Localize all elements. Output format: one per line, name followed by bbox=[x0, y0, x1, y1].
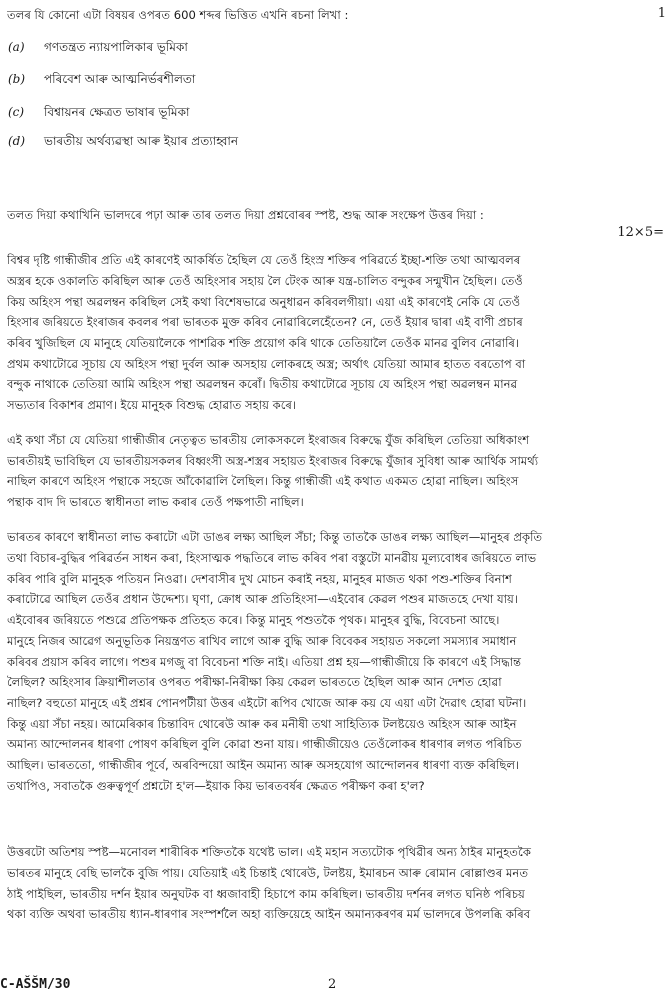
option-text: ভাৰতীয় অৰ্থব্যৱস্থা আৰু ইয়াৰ প্ৰত্যাহ্বান bbox=[44, 134, 239, 148]
marks-label: 12×5= bbox=[617, 225, 664, 240]
para1-line: হিংসাৰ জৰিয়তে ইংৰাজৰ কবলৰ পৰা ভাৰতক মুক্ত কৰিব নোৱাৰিলেহেঁতেন? নে, তেওঁ ইয়াৰ দ্বাৰা এই বাণী প্ৰচাৰ bbox=[7, 315, 523, 329]
para4-line: থকা ব্যক্তি অথবা ভাৰতীয় ধ্যান-ধাৰণাৰ সংস্পৰ্শলৈ অহা ব্যক্তিয়েহে আইন অমান্যকৰণৰ মৰ্ম ভালদৰে উপলব্ধি কৰিব bbox=[7, 907, 531, 921]
option-d bbox=[8, 133, 238, 153]
para3-line: কিন্তু এয়া সঁচা নহয়। আমেৰিকাৰ চিন্তাবিদ থোৰেউ আৰু কৰ মনীষী তথা সাহিত্যিক টলষ্টয়েও অহিংস আৰু আইন bbox=[7, 717, 517, 731]
option-a bbox=[8, 39, 188, 59]
para3-line: কৰিব পাৰি বুলি মানুহক পতিয়ন নিওৱা। দেশবাসীৰ দুখ মোচন কৰাই নহয়, মানুহৰ মাজত থকা পশু-শক্তিৰ বিনাশ bbox=[7, 572, 512, 586]
para3-line: ভাৰতৰ কাৰণে স্বাধীনতা লাভ কৰাটো এটা ডাঙৰ লক্ষ্য আছিল সঁচা; কিন্তু তাতকৈ ডাঙৰ লক্ষ্য আছিল—মানুহৰ প্ৰকৃতি bbox=[7, 530, 543, 544]
para4-line: উত্তৰটো অতিশয় স্পষ্ট—মনোবল শাৰীৰিক শক্তিতকৈ যথেষ্ট ভাল। এই মহান সত্যটোক পৃথিৱীৰ অন্য ঠাইৰ মানুহতকৈ bbox=[7, 845, 531, 859]
para4-line: ঠাই পাইছিল, ভাৰতীয় দৰ্শন ইয়াৰ অনুঘটক বা ধ্বজাবাহী হিচাপে কাম কৰিছিল। ভাৰতীয় দৰ্শনৰ লগত ঘনিষ্ঠ পৰিচয় bbox=[7, 887, 525, 901]
para1-line: প্ৰথম কথাটোৱে সূচায় যে অহিংস পন্থা দুৰ্বল আৰু অসহায় লোকৰহে অস্ত্ৰ; অৰ্থাৎ যেতিয়া আমাৰ হাতত বৰতোপ বা bbox=[7, 357, 526, 371]
para3-line: আছিল। ভাৰততো, গান্ধীজীৰ পূৰ্বে, অৰবিন্দয়ো আইন অমান্য আৰু অসহযোগ আন্দোলনৰ ধাৰণা ব্যক্ত কৰিছিল। bbox=[7, 758, 520, 772]
para3-line: মানুহে নিজৰ আৱেগ অনুভূতিক নিয়ন্ত্ৰণত ৰাখিব লাগে আৰু বুদ্ধি আৰু বিবেকৰ সহায়ত সকলো সমস্যাৰ সমাধান bbox=[7, 634, 517, 648]
option-label: (b) bbox=[8, 72, 26, 86]
para2-line: নাছিল কাৰণে অহিংস পন্থাকে সহজে আঁকোৱালি লৈছিল। কিন্তু গান্ধীজী এই কথাত একমত হোৱা নাছিল। অহিংস bbox=[7, 474, 519, 488]
option-text: গণতন্ত্ৰত ন্যায়পালিকাৰ ভূমিকা bbox=[44, 40, 188, 54]
para1-line: সভ্যতাৰ বিকাশৰ প্ৰমাণ। ইয়ে মানুহক বিশুদ্ধ হোৱাত সহায় কৰে। bbox=[7, 398, 297, 412]
option-text: বিশ্বায়নৰ ক্ষেত্ৰত ভাষাৰ ভূমিকা bbox=[44, 105, 190, 119]
para1-line: কিয় অহিংস পন্থা অৱলম্বন কৰিছিল সেই কথা বিশেষভাৱে অনুধাৱন কৰিবলগীয়া। এয়া এই কাৰণেই নেকি যে তেওঁ bbox=[7, 295, 521, 309]
comprehension-instruction: তলত দিয়া কথাখিনি ভালদৰে পঢ়া আৰু তাৰ তলত দিয়া প্ৰশ্নবোৰৰ স্পষ্ট, শুদ্ধ আৰু সংক্ষেপ উত্তৰ দিয়া : bbox=[7, 208, 484, 222]
page-number: 2 bbox=[328, 977, 337, 992]
para3-line: কৰাটোৱে আছিল তেওঁৰ প্ৰধান উদ্দেশ্য। ঘৃণা, ক্ৰোধ আৰু প্ৰতিহিংসা—এইবোৰ কেৱল পশুৰ মাজতহে দেখা যায়। bbox=[7, 592, 519, 606]
option-b bbox=[8, 71, 195, 91]
para2-line: ভাৰতীয়ই ভাবিছিল যে ভাৰতীয়সকলৰ বিধ্বংসী অস্ত্ৰ-শস্ত্ৰৰ সহায়ত ইংৰাজৰ বিৰুদ্ধে যুঁজাৰ সুবিধা আৰু আৰ্থিক সামৰ্থ্য bbox=[7, 454, 539, 468]
para3-line: কৰিবৰ প্ৰয়াস কৰিব লাগে। পশুৰ মগজু বা বিবেচনা শক্তি নাই। এতিয়া প্ৰশ্ন হয়—গান্ধীজীয়ে কি কাৰণে এই সিদ্ধান্ত bbox=[7, 655, 522, 669]
option-label: (d) bbox=[8, 134, 26, 148]
para1-line: বিশ্বৰ দৃষ্টি গান্ধীজীৰ প্ৰতি এই কাৰণেই আকৰ্ষিত হৈছিল যে তেওঁ হিংস্ৰ শক্তিৰ পৰিৱৰ্তে ইচ্ছা-শক্তি তথা আত্মবলৰ bbox=[7, 253, 521, 267]
top-page-number: 1 bbox=[657, 6, 666, 21]
option-label: (c) bbox=[8, 105, 25, 119]
para2-line: এই কথা সঁচা যে যেতিয়া গান্ধীজীৰ নেতৃত্বত ভাৰতীয় লোকসকলে ইংৰাজৰ বিৰুদ্ধে যুঁজ কৰিছিল তেতিয়া অধিকাংশ bbox=[7, 433, 530, 447]
option-text: পৰিবেশ আৰু আত্মনিৰ্ভৰশীলতা bbox=[44, 72, 196, 86]
option-c bbox=[8, 104, 189, 124]
para3-line: অমান্য আন্দোলনৰ ধাৰণা পোষণ কৰিছিল বুলি কোৱা শুনা যায়। গান্ধীজীয়েও তেওঁলোকৰ ধাৰণাৰ লগত পৰিচিত bbox=[7, 737, 522, 751]
para1-line: বন্দুক নাথাকে তেতিয়া আমি অহিংস পন্থা অৱলম্বন কৰোঁ। দ্বিতীয় কথাটোৱে সূচায় যে অহিংস পন্থা অৱলম্বন মানৱ bbox=[7, 377, 518, 391]
option-label: (a) bbox=[8, 40, 25, 54]
para3-line: লৈছিল? অহিংসাৰ ক্ৰিয়াশীলতাৰ ওপৰত পৰীক্ষা-নিৰীক্ষা কিয় কেৱল ভাৰততে হৈছিল আৰু আন দেশত হোৱা bbox=[7, 675, 502, 689]
para4-line: ভাৰতৰ মানুহে বেছি ভালকৈ বুজি পায়। যেতিয়াই এই চিন্তাই থোৰেউ, টলষ্টয়, ইমাৰচন আৰু ৰোমান ৰোল্লাণ্ডৰ মনত bbox=[7, 866, 529, 880]
para2-line: পন্থাক বাদ দি ভাৰতে স্বাধীনতা লাভ কৰাৰ তেওঁ পক্ষপাতী নাছিল। bbox=[7, 495, 304, 509]
para3-line: তথাপিও, সবাতকৈ গুৰুত্বপূৰ্ণ প্ৰশ্নটো হ'ল—ইয়াক কিয় ভাৰতবৰ্ষৰ ক্ষেত্ৰত পৰীক্ষণ কৰা হ'ল? bbox=[7, 779, 425, 793]
essay-instruction: তলৰ যি কোনো এটা বিষয়ৰ ওপৰত 600 শব্দৰ ভিত্তিত এখনি ৰচনা লিখা : bbox=[7, 8, 349, 22]
para3-line: এইবোৰৰ জৰিয়তে পশুৱে প্ৰতিপক্ষক প্ৰতিহত কৰে। কিন্তু মানুহ পশুতকৈ পৃথক। মানুহৰ বুদ্ধি, বিবেচনা আছে। bbox=[7, 613, 500, 627]
para1-line: অস্ত্ৰৰ হকে ওকালতি কৰিছিল আৰু তেওঁ অহিংসাৰ সহায় লৈ টেংক আৰু যন্ত্ৰ-চালিত বন্দুকৰ সন্মুখীন হৈছিল। তেওঁ bbox=[7, 274, 523, 288]
para1-line: কৰিব খুজিছিল যে মানুহে যেতিয়ালৈকে পাশৱিক শক্তি প্ৰয়োগ কৰি থাকে তেতিয়ালৈ তেওঁক মানৱ বুলিব নোৱাৰি। bbox=[7, 336, 520, 350]
para3-line: তথা বিচাৰ-বুদ্ধিৰ পৰিৱৰ্তন সাধন কৰা, হিংসাত্মক পদ্ধতিৰে লাভ কৰিব পৰা বস্তুটো মানৱীয় মূল্যবোধৰ জৰিয়তে লাভ bbox=[7, 551, 537, 565]
paper-code: C-AŠŠM/30 bbox=[0, 977, 71, 992]
para3-line: নাছিল? বহুতো মানুহে এই প্ৰশ্নৰ পোনপটীয়া উত্তৰ এইটো ৰূপিব খোজে আৰু কয় যে এয়া এটা দৈৱাৎ হোৱা ঘটনা। bbox=[7, 696, 527, 710]
